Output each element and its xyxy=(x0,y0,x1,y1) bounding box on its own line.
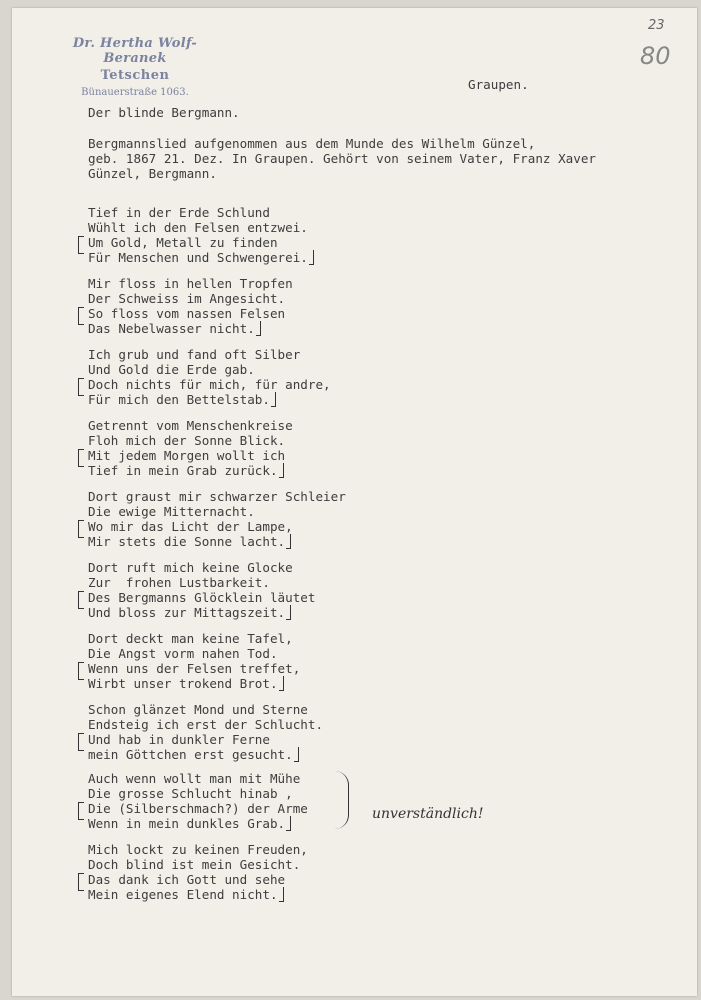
stanza xyxy=(88,631,300,691)
end-bracket-mark xyxy=(294,747,299,762)
pencil-page-number: 80 xyxy=(640,42,671,70)
letterhead-street: Bünauerstraße 1063. xyxy=(81,87,189,98)
stanza xyxy=(88,276,293,336)
bracket-mark xyxy=(78,591,84,609)
bracket-mark xyxy=(78,873,84,891)
handwritten-margin-note: unverständlich! xyxy=(372,806,484,822)
bracket-mark xyxy=(78,449,84,467)
stanza-text: Mich lockt zu keinen Freuden, Doch blind ist mein Gesicht. Das dank ich Gott und sehe Mein eigenes Elend nicht. xyxy=(88,842,308,902)
bracket-mark xyxy=(78,236,84,254)
letterhead-name: Dr. Hertha Wolf-Beranek xyxy=(72,36,198,66)
bracket-mark xyxy=(78,378,84,396)
end-bracket-mark xyxy=(279,676,284,691)
song-intro: Bergmannslied aufgenommen aus dem Munde des Wilhelm Günzel, geb. 1867 21. Dez. In Graupen. Gehört von seinem Vater, Franz Xaver Günzel, Bergmann. xyxy=(88,136,596,181)
stanza xyxy=(88,771,308,831)
bracket-mark xyxy=(78,733,84,751)
song-title: Der blinde Bergmann. xyxy=(88,105,240,120)
stanza xyxy=(88,418,293,478)
stanza-text: Auch wenn wollt man mit Mühe Die grosse Schlucht hinab , Die (Silberschmach?) der Arme Wenn in mein dunkles Grab. xyxy=(88,771,308,831)
end-bracket-mark xyxy=(286,534,291,549)
stanza xyxy=(88,702,323,762)
stanza xyxy=(88,489,346,549)
bracket-mark xyxy=(78,802,84,820)
stanza xyxy=(88,842,308,902)
end-bracket-mark xyxy=(279,463,284,478)
bracket-mark xyxy=(78,307,84,325)
bracket-mark xyxy=(78,662,84,680)
letterhead-city: Tetschen xyxy=(100,68,170,83)
end-bracket-mark xyxy=(279,887,284,902)
pencil-mark-top: 23 xyxy=(648,18,665,33)
stanza-text: Schon glänzet Mond und Sterne Endsteig ich erst der Schlucht. Und hab in dunkler Ferne mein Göttchen erst gesucht. xyxy=(88,702,324,762)
stanza xyxy=(88,560,315,620)
stanza-text: Mir floss in hellen Tropfen Der Schweiss im Angesicht. So floss vom nassen Felsen Das Nebelwasser nicht. xyxy=(88,276,293,336)
end-bracket-mark xyxy=(286,605,291,620)
end-bracket-mark xyxy=(286,816,291,831)
bracket-mark xyxy=(78,520,84,538)
end-bracket-mark xyxy=(271,392,276,407)
stanza xyxy=(88,347,331,407)
curly-brace-mark xyxy=(334,771,349,829)
stanza-text: Dort deckt man keine Tafel, Die Angst vorm nahen Tod. Wenn uns der Felsen treffet, Wirbt unser trokend Brot. xyxy=(88,631,301,691)
letterhead-stamp xyxy=(60,36,210,98)
stanza-text: Ich grub und fand oft Silber Und Gold die Erde gab. Doch nichts für mich, für andre, Für mich den Bettelstab. xyxy=(88,347,331,407)
end-bracket-mark xyxy=(256,321,261,336)
stanza xyxy=(88,205,314,265)
stanza-text: Getrennt vom Menschenkreise Floh mich der Sonne Blick. Mit jedem Morgen wollt ich Tief in mein Grab zurück. xyxy=(88,418,293,478)
end-bracket-mark xyxy=(309,250,314,265)
stanza-text: Tief in der Erde Schlund Wühlt ich den Felsen entzwei. Um Gold, Metall zu finden Für Menschen und Schwengerei. xyxy=(88,205,314,265)
stanza-text: Dort graust mir schwarzer Schleier Die ewige Mitternacht. Wo mir das Licht der Lampe, Mir stets die Sonne lacht. xyxy=(88,489,346,549)
place-heading: Graupen. xyxy=(468,77,529,92)
stanza-text: Dort ruft mich keine Glocke Zur frohen Lustbarkeit. Des Bergmanns Glöcklein läutet Und bloss zur Mittagszeit. xyxy=(88,560,316,620)
